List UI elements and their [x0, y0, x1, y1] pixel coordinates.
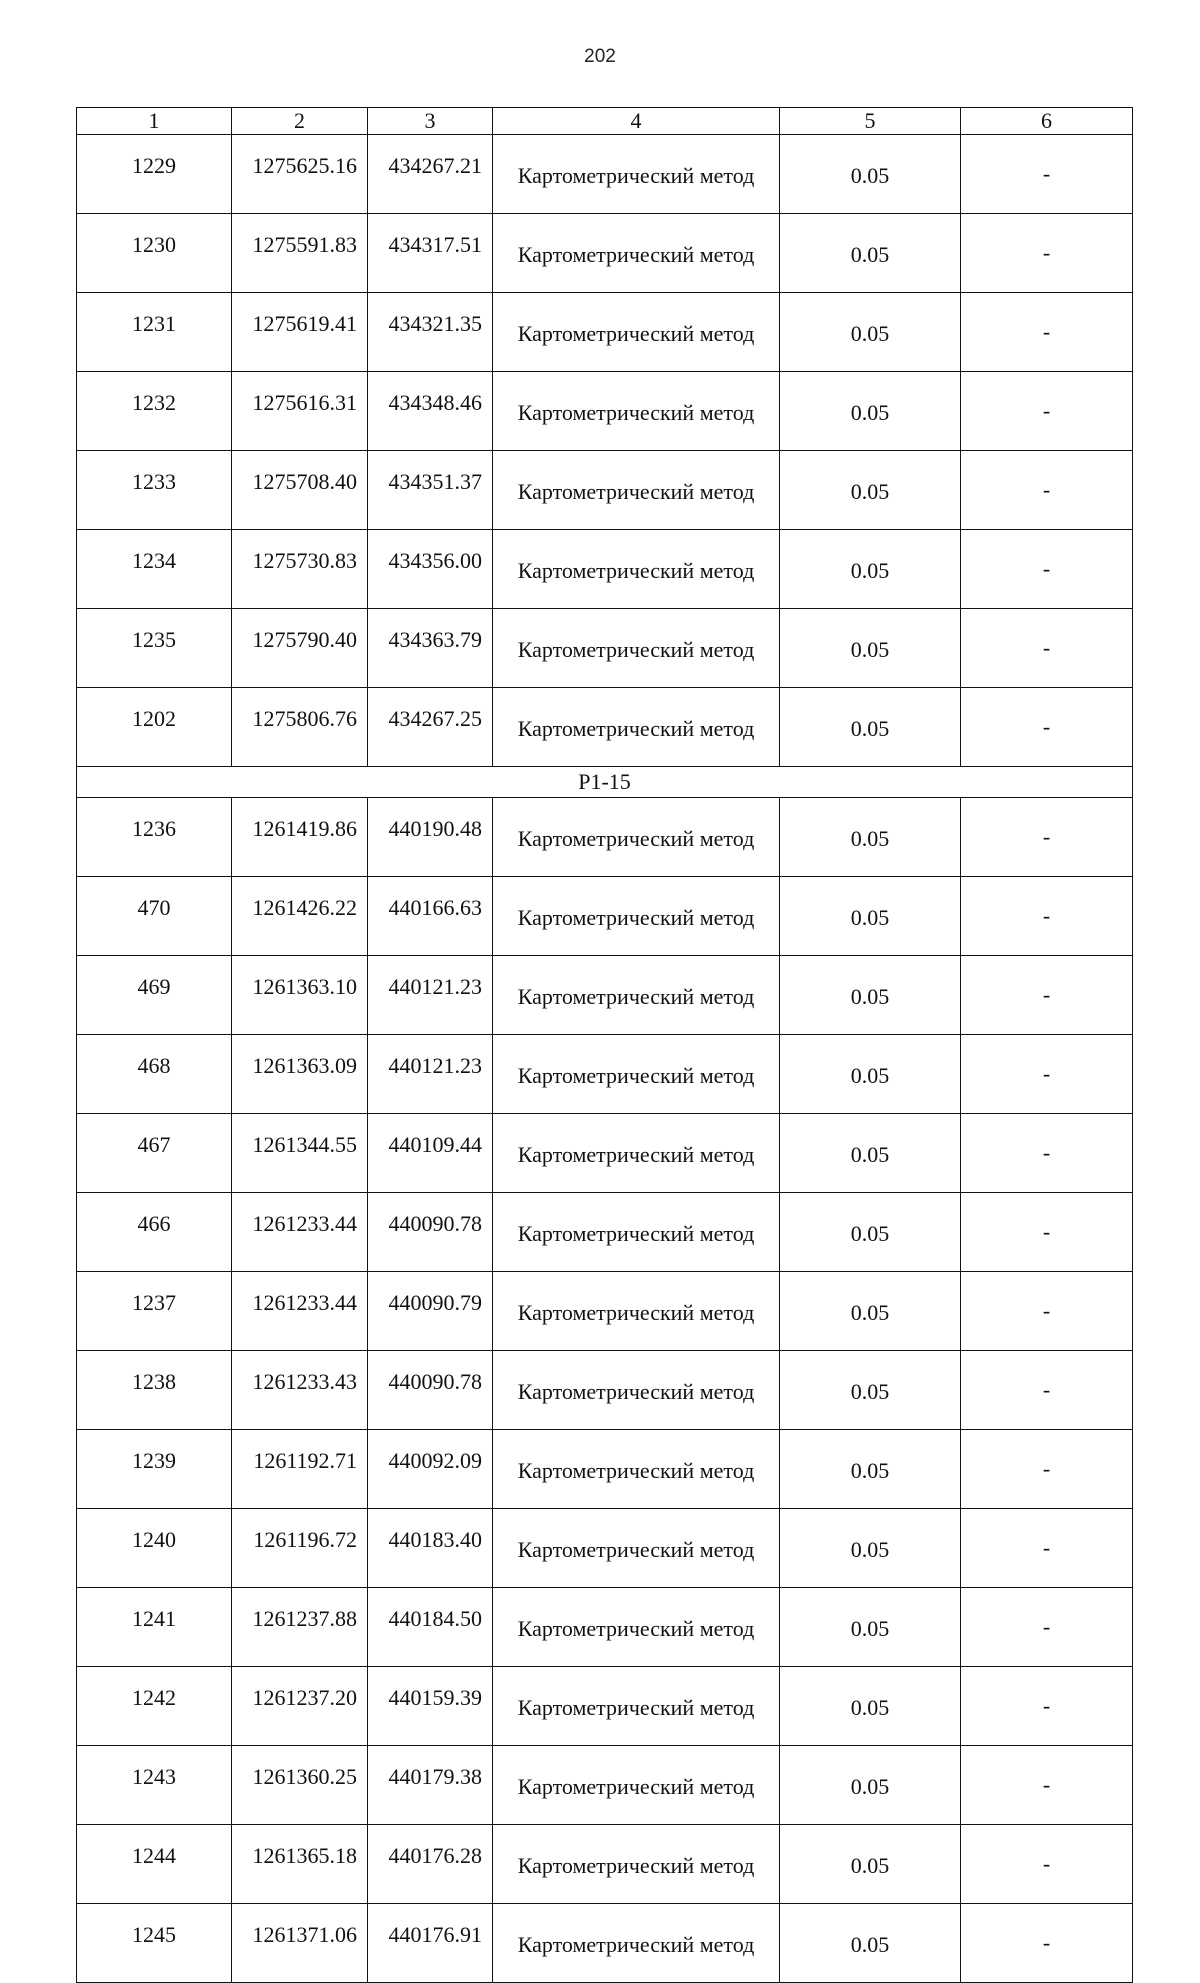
y-coordinate-cell: 440090.79 [368, 1272, 493, 1351]
accuracy-cell: 0.05 [780, 372, 961, 451]
accuracy-cell: 0.05 [780, 214, 961, 293]
point-number-cell: 1241 [77, 1588, 232, 1667]
note-cell: - [961, 609, 1133, 688]
method-cell: Картометрический метод [493, 956, 780, 1035]
x-coordinate-cell: 1275790.40 [232, 609, 368, 688]
x-coordinate-cell: 1275708.40 [232, 451, 368, 530]
point-number-cell: 1231 [77, 293, 232, 372]
table-row [77, 1509, 1133, 1588]
note-cell: - [961, 1588, 1133, 1667]
method-cell: Картометрический метод [493, 688, 780, 767]
point-number-cell: 1242 [77, 1667, 232, 1746]
note-cell: - [961, 1904, 1133, 1983]
table-row [77, 1193, 1133, 1272]
method-cell: Картометрический метод [493, 451, 780, 530]
y-coordinate-cell: 440159.39 [368, 1667, 493, 1746]
section-row [77, 767, 1133, 798]
x-coordinate-cell: 1275806.76 [232, 688, 368, 767]
x-coordinate-cell: 1275616.31 [232, 372, 368, 451]
point-number-cell: 468 [77, 1035, 232, 1114]
x-coordinate-cell: 1261363.10 [232, 956, 368, 1035]
x-coordinate-cell: 1275625.16 [232, 135, 368, 214]
method-cell: Картометрический метод [493, 1746, 780, 1825]
point-number-cell: 1240 [77, 1509, 232, 1588]
point-number-cell: 1234 [77, 530, 232, 609]
note-cell: - [961, 1825, 1133, 1904]
method-cell: Картометрический метод [493, 1904, 780, 1983]
y-coordinate-cell: 434317.51 [368, 214, 493, 293]
accuracy-cell: 0.05 [780, 530, 961, 609]
x-coordinate-cell: 1261192.71 [232, 1430, 368, 1509]
x-coordinate-cell: 1261344.55 [232, 1114, 368, 1193]
y-coordinate-cell: 440184.50 [368, 1588, 493, 1667]
y-coordinate-cell: 434356.00 [368, 530, 493, 609]
table-body [77, 135, 1133, 1983]
method-cell: Картометрический метод [493, 1825, 780, 1904]
table-row [77, 1746, 1133, 1825]
accuracy-cell: 0.05 [780, 1904, 961, 1983]
x-coordinate-cell: 1261360.25 [232, 1746, 368, 1825]
y-coordinate-cell: 440090.78 [368, 1193, 493, 1272]
page-number: 202 [584, 46, 616, 67]
y-coordinate-cell: 440176.28 [368, 1825, 493, 1904]
point-number-cell: 1233 [77, 451, 232, 530]
point-number-cell: 1229 [77, 135, 232, 214]
x-coordinate-cell: 1261237.88 [232, 1588, 368, 1667]
note-cell: - [961, 1667, 1133, 1746]
table-row [77, 1825, 1133, 1904]
accuracy-cell: 0.05 [780, 451, 961, 530]
method-cell: Картометрический метод [493, 372, 780, 451]
method-cell: Картометрический метод [493, 1114, 780, 1193]
accuracy-cell: 0.05 [780, 1035, 961, 1114]
note-cell: - [961, 798, 1133, 877]
accuracy-cell: 0.05 [780, 1351, 961, 1430]
point-number-cell: 1235 [77, 609, 232, 688]
method-cell: Картометрический метод [493, 135, 780, 214]
x-coordinate-cell: 1275619.41 [232, 293, 368, 372]
table-header [77, 108, 1133, 135]
accuracy-cell: 0.05 [780, 956, 961, 1035]
x-coordinate-cell: 1261426.22 [232, 877, 368, 956]
accuracy-cell: 0.05 [780, 1825, 961, 1904]
table-row [77, 293, 1133, 372]
note-cell: - [961, 1509, 1133, 1588]
accuracy-cell: 0.05 [780, 1509, 961, 1588]
method-cell: Картометрический метод [493, 530, 780, 609]
column-header-2: 2 [232, 108, 368, 135]
point-number-cell: 466 [77, 1193, 232, 1272]
note-cell: - [961, 1272, 1133, 1351]
point-number-cell: 1245 [77, 1904, 232, 1983]
table-row [77, 214, 1133, 293]
y-coordinate-cell: 440190.48 [368, 798, 493, 877]
y-coordinate-cell: 440090.78 [368, 1351, 493, 1430]
column-header-4: 4 [493, 108, 780, 135]
accuracy-cell: 0.05 [780, 1667, 961, 1746]
y-coordinate-cell: 440121.23 [368, 956, 493, 1035]
table-row [77, 1114, 1133, 1193]
accuracy-cell: 0.05 [780, 293, 961, 372]
note-cell: - [961, 688, 1133, 767]
section-title: Р1-15 [77, 767, 1133, 798]
column-header-6: 6 [961, 108, 1133, 135]
table-row [77, 1035, 1133, 1114]
y-coordinate-cell: 434351.37 [368, 451, 493, 530]
x-coordinate-cell: 1261196.72 [232, 1509, 368, 1588]
point-number-cell: 1236 [77, 798, 232, 877]
y-coordinate-cell: 434321.35 [368, 293, 493, 372]
method-cell: Картометрический метод [493, 293, 780, 372]
y-coordinate-cell: 440166.63 [368, 877, 493, 956]
point-number-cell: 1202 [77, 688, 232, 767]
accuracy-cell: 0.05 [780, 1114, 961, 1193]
note-cell: - [961, 372, 1133, 451]
table-row [77, 877, 1133, 956]
x-coordinate-cell: 1275591.83 [232, 214, 368, 293]
x-coordinate-cell: 1261233.44 [232, 1193, 368, 1272]
accuracy-cell: 0.05 [780, 1272, 961, 1351]
note-cell: - [961, 1035, 1133, 1114]
y-coordinate-cell: 434348.46 [368, 372, 493, 451]
table-row [77, 688, 1133, 767]
x-coordinate-cell: 1261237.20 [232, 1667, 368, 1746]
accuracy-cell: 0.05 [780, 1588, 961, 1667]
accuracy-cell: 0.05 [780, 135, 961, 214]
method-cell: Картометрический метод [493, 1193, 780, 1272]
method-cell: Картометрический метод [493, 214, 780, 293]
note-cell: - [961, 530, 1133, 609]
method-cell: Картометрический метод [493, 1035, 780, 1114]
accuracy-cell: 0.05 [780, 1430, 961, 1509]
method-cell: Картометрический метод [493, 1588, 780, 1667]
point-number-cell: 1230 [77, 214, 232, 293]
x-coordinate-cell: 1261233.44 [232, 1272, 368, 1351]
x-coordinate-cell: 1261363.09 [232, 1035, 368, 1114]
y-coordinate-cell: 440179.38 [368, 1746, 493, 1825]
accuracy-cell: 0.05 [780, 688, 961, 767]
x-coordinate-cell: 1261233.43 [232, 1351, 368, 1430]
point-number-cell: 1237 [77, 1272, 232, 1351]
method-cell: Картометрический метод [493, 1509, 780, 1588]
method-cell: Картометрический метод [493, 1430, 780, 1509]
method-cell: Картометрический метод [493, 609, 780, 688]
point-number-cell: 1244 [77, 1825, 232, 1904]
x-coordinate-cell: 1275730.83 [232, 530, 368, 609]
accuracy-cell: 0.05 [780, 798, 961, 877]
point-number-cell: 1243 [77, 1746, 232, 1825]
header-row [77, 108, 1133, 135]
table-row [77, 1588, 1133, 1667]
method-cell: Картометрический метод [493, 1667, 780, 1746]
table-row [77, 1430, 1133, 1509]
accuracy-cell: 0.05 [780, 877, 961, 956]
note-cell: - [961, 135, 1133, 214]
note-cell: - [961, 877, 1133, 956]
column-header-3: 3 [368, 108, 493, 135]
note-cell: - [961, 1193, 1133, 1272]
accuracy-cell: 0.05 [780, 1193, 961, 1272]
x-coordinate-cell: 1261365.18 [232, 1825, 368, 1904]
method-cell: Картометрический метод [493, 1351, 780, 1430]
table-row [77, 1667, 1133, 1746]
point-number-cell: 469 [77, 956, 232, 1035]
note-cell: - [961, 1430, 1133, 1509]
y-coordinate-cell: 440092.09 [368, 1430, 493, 1509]
y-coordinate-cell: 440176.91 [368, 1904, 493, 1983]
table-row [77, 956, 1133, 1035]
note-cell: - [961, 214, 1133, 293]
y-coordinate-cell: 434363.79 [368, 609, 493, 688]
point-number-cell: 1239 [77, 1430, 232, 1509]
table-row [77, 530, 1133, 609]
method-cell: Картометрический метод [493, 877, 780, 956]
y-coordinate-cell: 434267.21 [368, 135, 493, 214]
table-row [77, 1904, 1133, 1983]
note-cell: - [961, 451, 1133, 530]
point-number-cell: 467 [77, 1114, 232, 1193]
y-coordinate-cell: 434267.25 [368, 688, 493, 767]
table-row [77, 1351, 1133, 1430]
column-header-1: 1 [77, 108, 232, 135]
note-cell: - [961, 293, 1133, 372]
note-cell: - [961, 956, 1133, 1035]
y-coordinate-cell: 440121.23 [368, 1035, 493, 1114]
note-cell: - [961, 1351, 1133, 1430]
column-header-5: 5 [780, 108, 961, 135]
accuracy-cell: 0.05 [780, 609, 961, 688]
table-row [77, 372, 1133, 451]
table-row [77, 609, 1133, 688]
accuracy-cell: 0.05 [780, 1746, 961, 1825]
x-coordinate-cell: 1261419.86 [232, 798, 368, 877]
x-coordinate-cell: 1261371.06 [232, 1904, 368, 1983]
method-cell: Картометрический метод [493, 1272, 780, 1351]
table-row [77, 798, 1133, 877]
y-coordinate-cell: 440109.44 [368, 1114, 493, 1193]
point-number-cell: 1232 [77, 372, 232, 451]
coordinates-table [76, 107, 1133, 1983]
table-row [77, 451, 1133, 530]
note-cell: - [961, 1114, 1133, 1193]
point-number-cell: 470 [77, 877, 232, 956]
point-number-cell: 1238 [77, 1351, 232, 1430]
y-coordinate-cell: 440183.40 [368, 1509, 493, 1588]
table-row [77, 135, 1133, 214]
note-cell: - [961, 1746, 1133, 1825]
table-row [77, 1272, 1133, 1351]
method-cell: Картометрический метод [493, 798, 780, 877]
